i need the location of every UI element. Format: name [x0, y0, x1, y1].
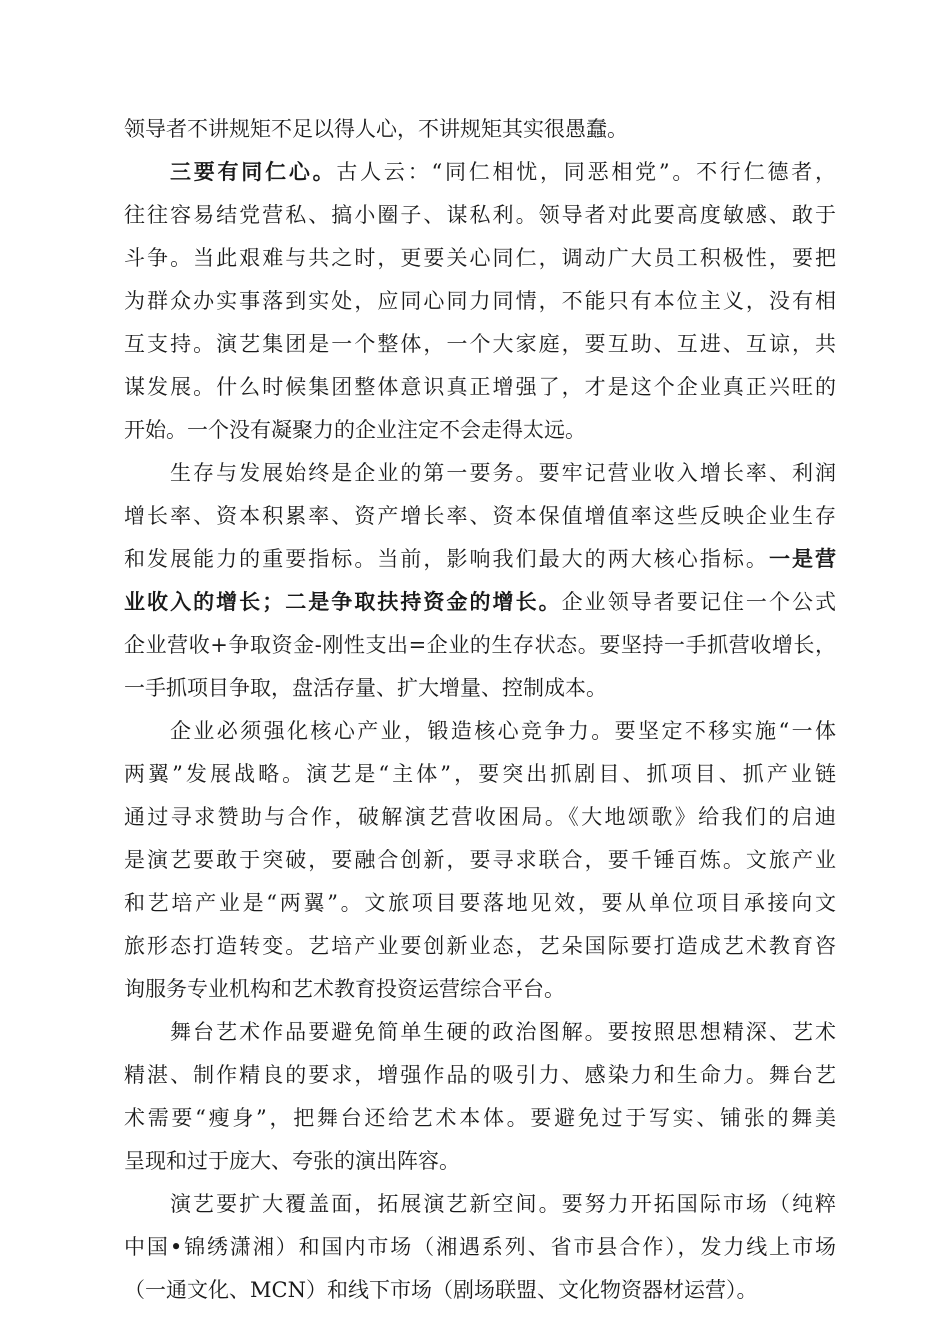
- text-line: 和艺培产业是“两翼”。文旅项目要落地见效，要从单位项目承接向文: [124, 891, 836, 915]
- text-line: 和发展能力的重要指标。当前，影响我们最大的两大核心指标。一是营: [124, 546, 837, 571]
- text-line: 是演艺要敢于突破，要融合创新，要寻求联合，要千锤百炼。文旅产业: [124, 848, 836, 872]
- text-line: （一通文化、MCN）和线下市场（剧场联盟、文化物资器材运营）。: [124, 1278, 758, 1302]
- text-line: 中国•锦绣潇湘）和国内市场（湘遇系列、省市县合作），发力线上市场: [124, 1235, 836, 1259]
- text-line: 术需要“瘦身”，把舞台还给艺术本体。要避免过于写实、铺张的舞美: [124, 1106, 836, 1130]
- text-line: 为群众办实事落到实处，应同心同力同情，不能只有本位主义，没有相: [124, 289, 836, 313]
- text-line: 开始。一个没有凝聚力的企业注定不会走得太远。: [124, 418, 586, 442]
- text-line: 询服务专业机构和艺术教育投资运营综合平台。: [124, 977, 565, 1001]
- text-line: 企业营收+争取资金-刚性支出=企业的生存状态。要坚持一手抓营收增长，: [124, 633, 836, 657]
- text-line: 两翼”发展战略。演艺是“主体”，要突出抓剧目、抓项目、抓产业链: [124, 762, 836, 786]
- text-line: 谋发展。什么时候集团整体意识真正增强了，才是这个企业真正兴旺的: [124, 375, 836, 399]
- text-line: 精湛、制作精良的要求，增强作品的吸引力、感染力和生命力。舞台艺: [124, 1063, 836, 1087]
- text-line: 斗争。当此艰难与共之时，更要关心同仁，调动广大员工积极性，要把: [124, 246, 836, 270]
- bold-phrase: 业收入的增长；二是争取扶持资金的增长。: [124, 589, 562, 614]
- text-line: 舞台艺术作品要避免简单生硬的政治图解。要按照思想精深、艺术: [170, 1020, 836, 1044]
- text-line: 增长率、资本积累率、资产增长率、资本保值增值率这些反映企业生存: [124, 504, 836, 528]
- text-line: 企业必须强化核心产业，锻造核心竞争力。要坚定不移实施“一体: [170, 719, 836, 743]
- text-line: 通过寻求赞助与合作，破解演艺营收困局。《大地颂歌》给我们的启迪: [124, 805, 836, 829]
- text-line: 生存与发展始终是企业的第一要务。要牢记营业收入增长率、利润: [170, 461, 836, 485]
- text-line: 业收入的增长；二是争取扶持资金的增长。企业领导者要记住一个公式: [124, 589, 837, 614]
- bold-heading: 三要有同仁心。: [170, 159, 337, 184]
- text-line: 旅形态打造转变。艺培产业要创新业态，艺朵国际要打造成艺术教育咨: [124, 934, 836, 958]
- text-line: 演艺要扩大覆盖面，拓展演艺新空间。要努力开拓国际市场（纯粹: [170, 1192, 836, 1216]
- text-line: 往往容易结党营私、搞小圈子、谋私利。领导者对此要高度敏感、敢于: [124, 203, 836, 227]
- text-line: 三要有同仁心。古人云：“同仁相忧，同恶相党”。不行仁德者，: [170, 159, 836, 184]
- text-line: 领导者不讲规矩不足以得人心，不讲规矩其实很愚蠢。: [124, 117, 628, 141]
- text-line: 互支持。演艺集团是一个整体，一个大家庭，要互助、互进、互谅，共: [124, 332, 836, 356]
- text-line: 一手抓项目争取，盘活存量、扩大增量、控制成本。: [124, 676, 607, 700]
- text-line: 呈现和过于庞大、夸张的演出阵容。: [124, 1149, 460, 1173]
- bold-phrase: 一是营: [768, 546, 837, 571]
